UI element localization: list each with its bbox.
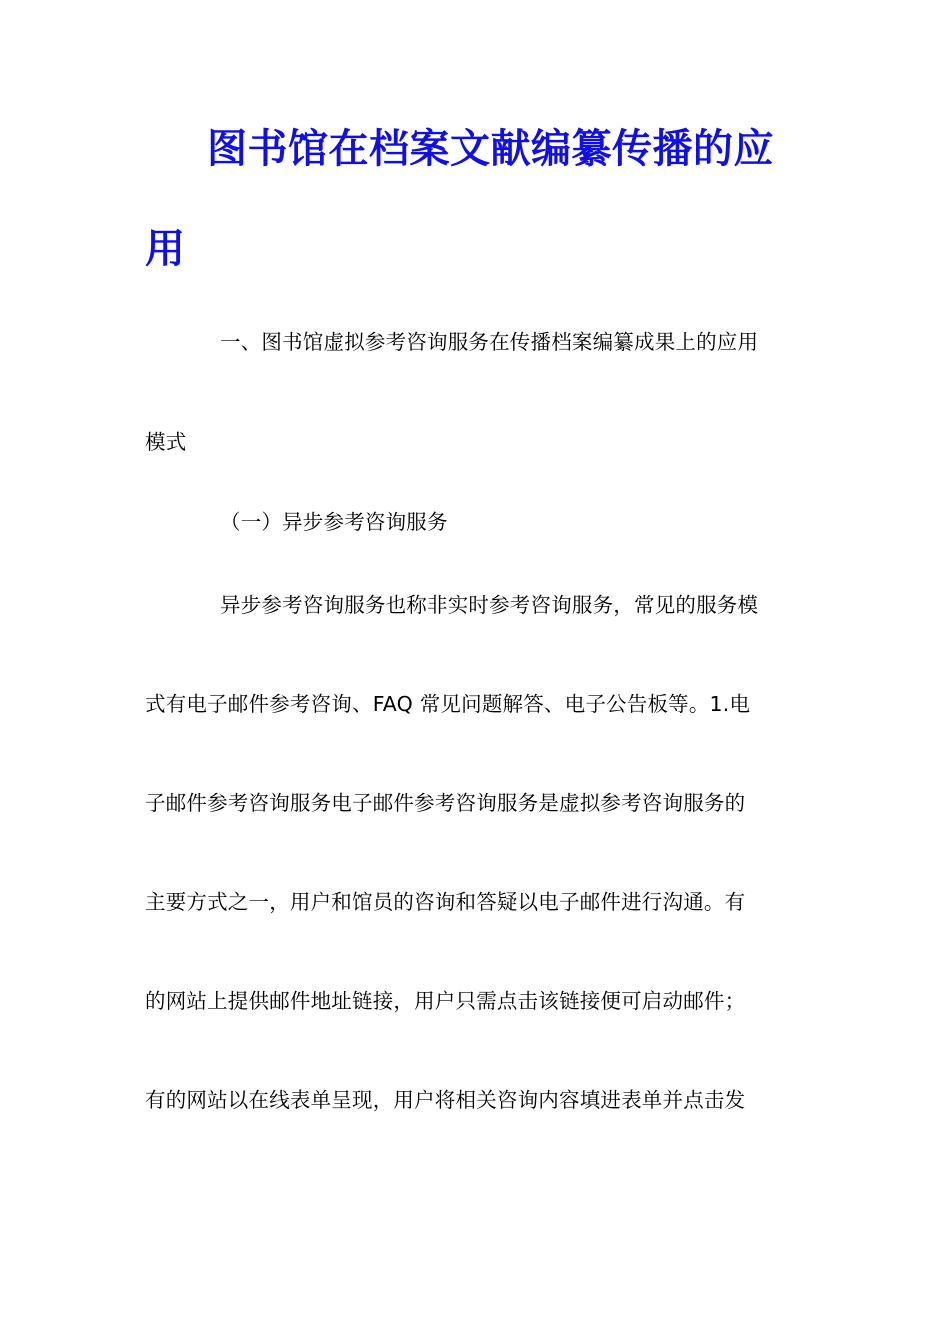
subsection-heading: （一）异步参考咨询服务: [220, 510, 448, 534]
section-heading-line-2: 模式: [145, 430, 187, 454]
document-title-line-2: 用: [145, 226, 186, 272]
paragraph-line-5: 的网站上提供邮件地址链接，用户只需点击该链接便可启动邮件；: [145, 989, 746, 1013]
paragraph-line-6: 有的网站以在线表单呈现，用户将相关咨询内容填进表单并点击发: [145, 1088, 746, 1112]
paragraph-line-4: 主要方式之一，用户和馆员的咨询和答疑以电子邮件进行沟通。有: [145, 890, 746, 914]
paragraph-line-1: 异步参考咨询服务也称非实时参考咨询服务，常见的服务模: [220, 593, 759, 617]
paragraph-line-2: 式有电子邮件参考咨询、FAQ 常见问题解答、电子公告板等。1.电: [145, 692, 751, 716]
document-title-line-1: 图书馆在档案文献编纂传播的应: [207, 126, 774, 172]
section-heading-line-1: 一、图书馆虚拟参考咨询服务在传播档案编纂成果上的应用: [220, 330, 759, 354]
paragraph-line-3: 子邮件参考咨询服务电子邮件参考咨询服务是虚拟参考咨询服务的: [145, 791, 746, 815]
